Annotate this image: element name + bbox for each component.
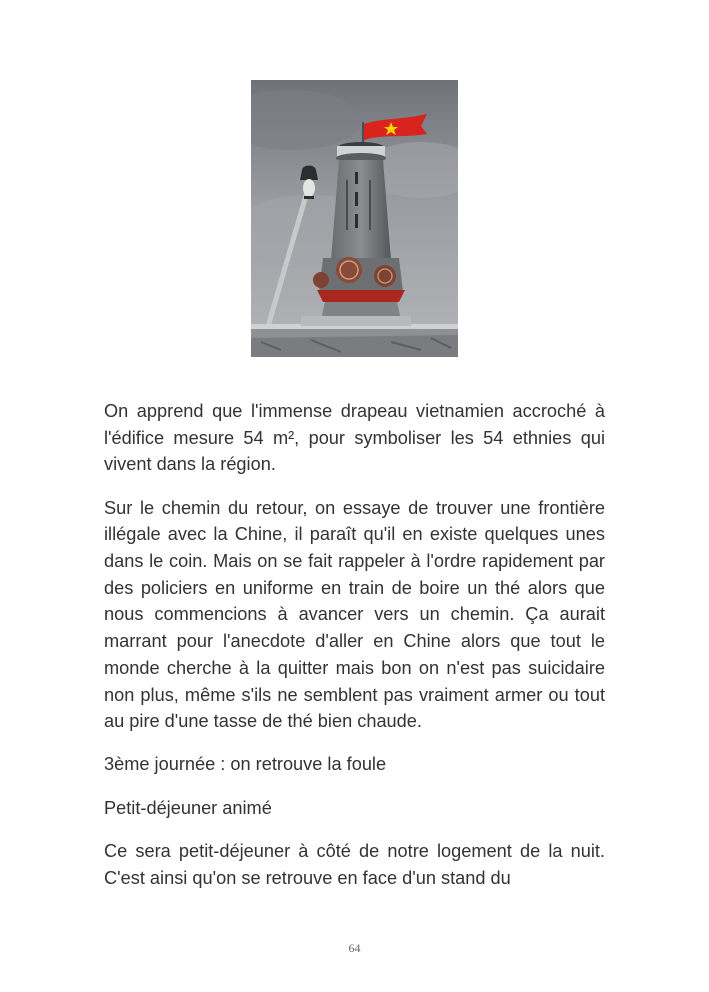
- section-heading-day3: 3ème journée : on retrouve la foule: [104, 754, 387, 775]
- flag-tower-illustration: [251, 80, 458, 357]
- paragraph-breakfast: Ce sera petit-déjeuner à côté de notre logement de la nuit. C'est ainsi qu'on se retrouve en face d'un stand du: [104, 840, 605, 888]
- paragraph-border: Sur le chemin du retour, on essaye de trouver une frontière illégale avec la Chine, il paraît qu'il en existe quelques unes dans le coin. Mais on se fait rappeler à l'ordre rapidement par des policiers en uniforme en train de boire un thé alors que nous commencions à avancer vers un chemin. Ça aurait marrant pour l'anecdote d'aller en Chine alors que tout le monde cherche à la quitter mais bon on n'est pas suicidaire non plus, même s'ils ne semblent pas vraiment armer ou tout au pire d'une tasse de thé bien chaude.: [104, 497, 605, 732]
- flag-tower-photo: [251, 80, 458, 357]
- body-text: [104, 398, 605, 908]
- paragraph-flag: On apprend que l'immense drapeau vietnamien accroché à l'édifice mesure 54 m², pour symboliser les 54 ethnies qui vivent dans la région.: [104, 401, 605, 475]
- subheading-breakfast: Petit-déjeuner animé: [104, 797, 272, 818]
- page-number: 64: [348, 941, 361, 955]
